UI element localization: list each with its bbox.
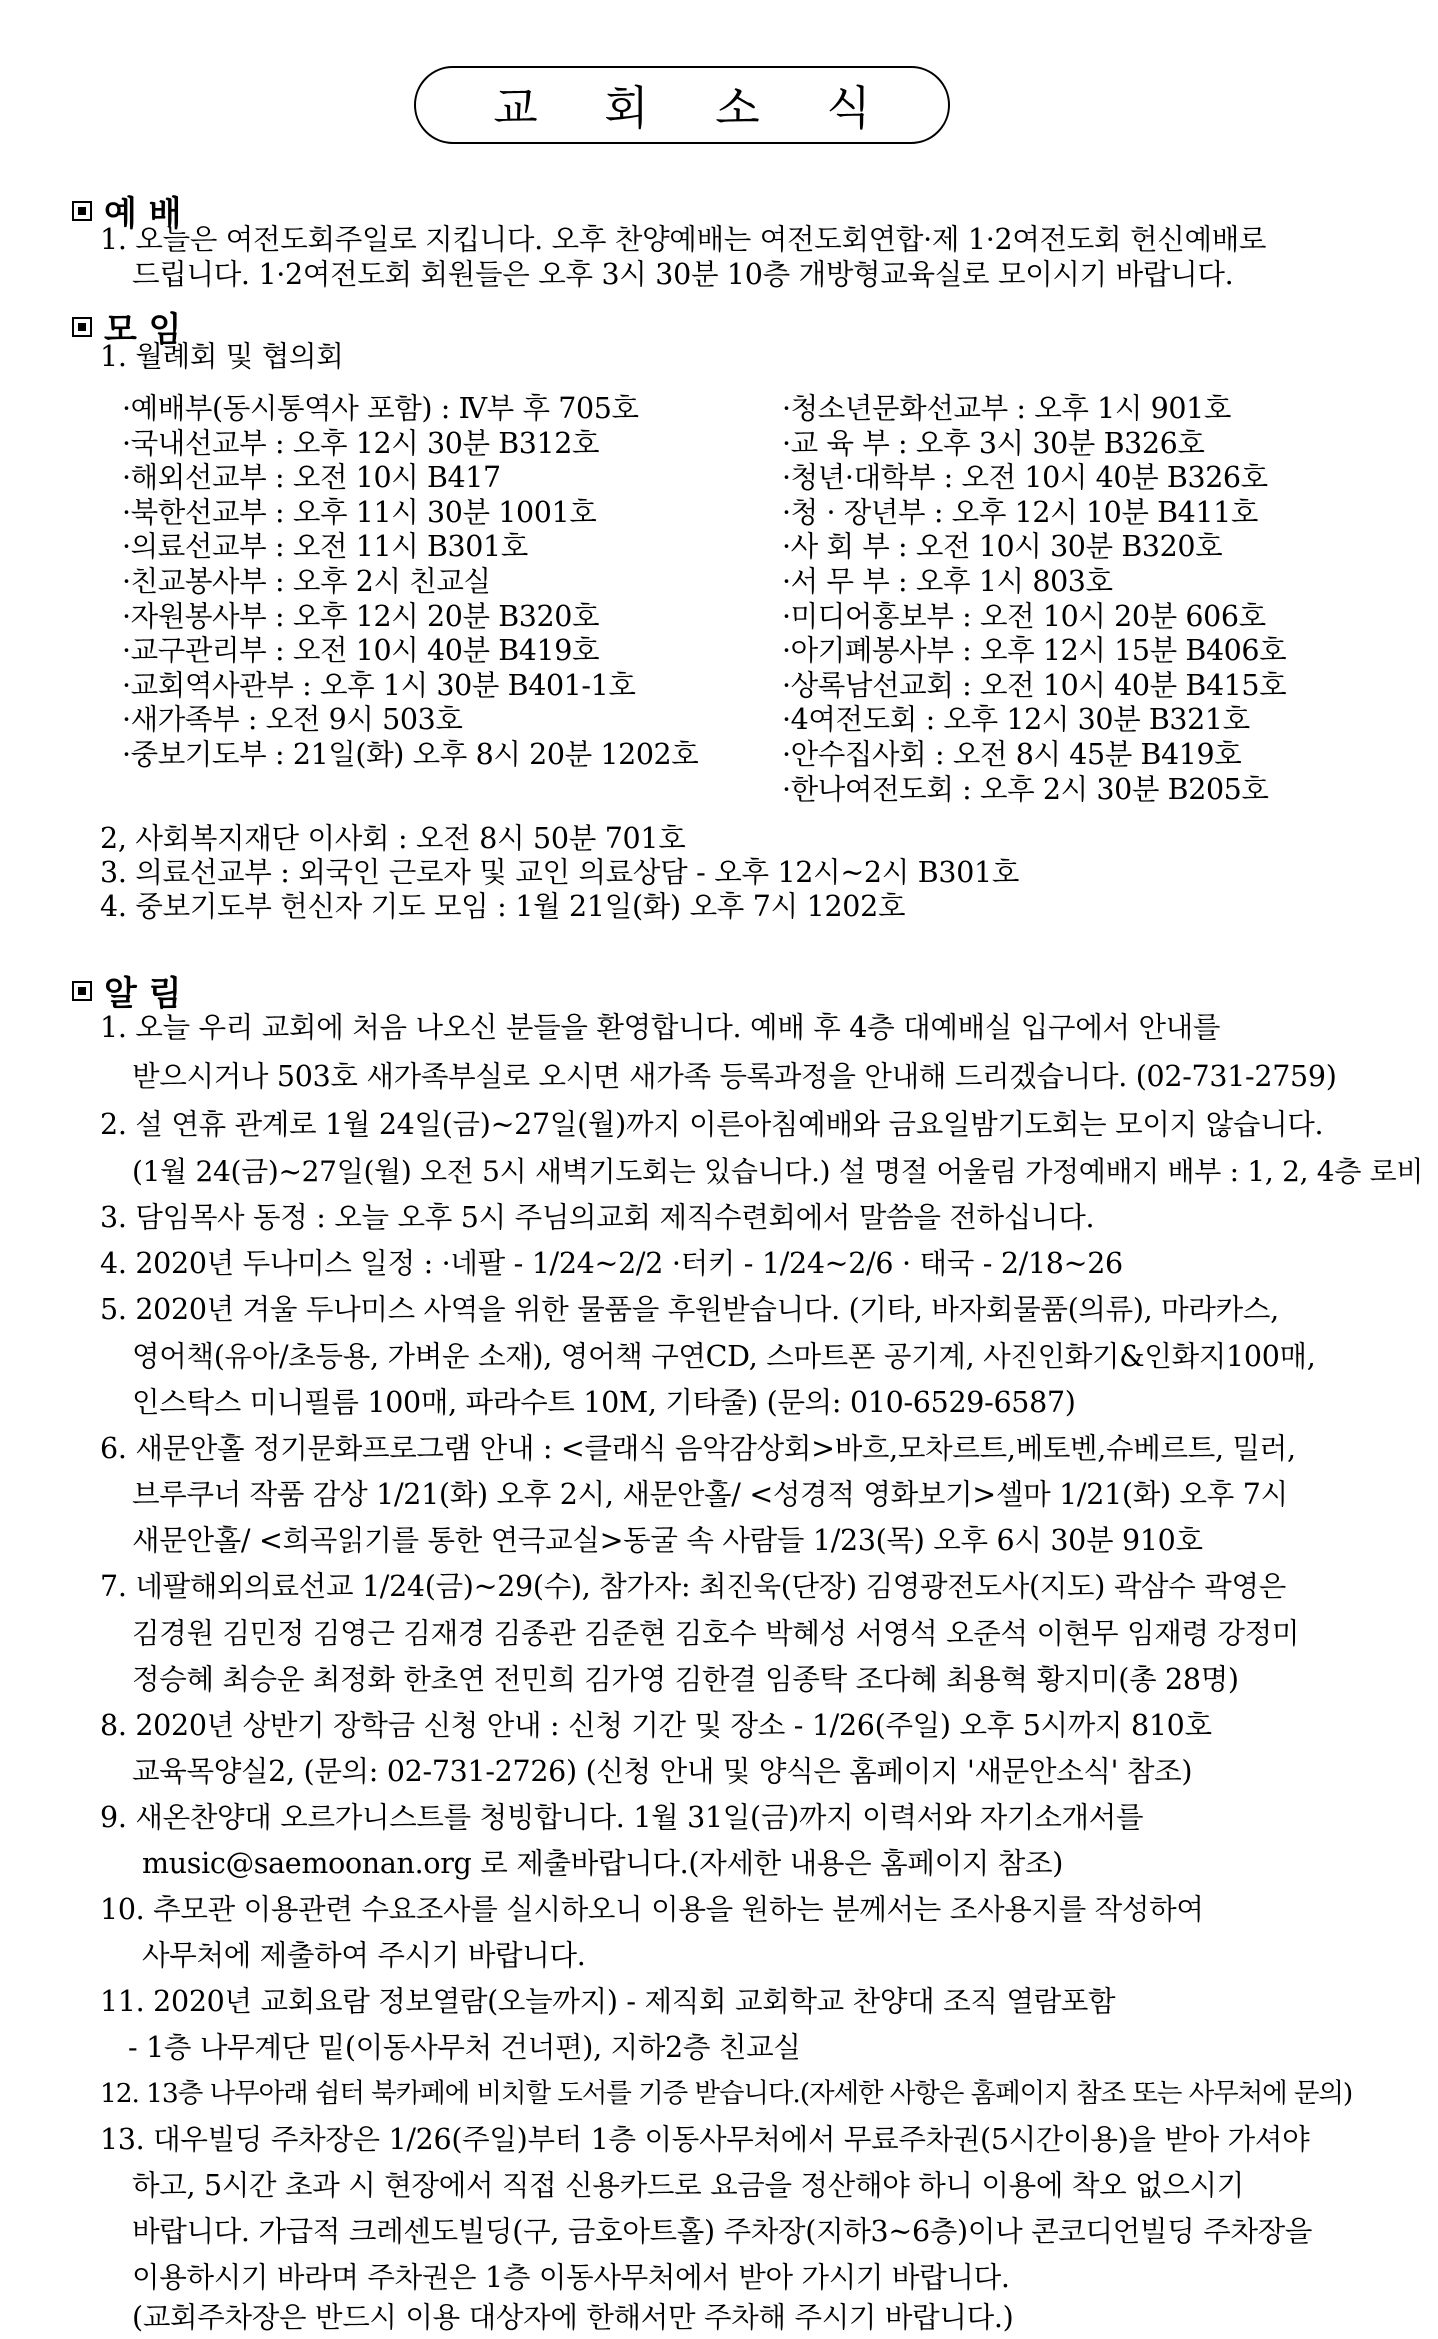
notice-line: 사무처에 제출하여 주시기 바랍니다.: [142, 1939, 586, 1972]
list-item: ·청 · 장년부 : 오후 12시 10분 B411호: [782, 495, 1258, 529]
meetings-line: 2, 사회복지재단 이사회 : 오전 8시 50분 701호: [100, 822, 686, 855]
notice-line: 받으시거나 503호 새가족부실로 오시면 새가족 등록과정을 안내해 드리겠습니다. (02-731-2759): [132, 1060, 1337, 1093]
list-item: ·아기폐봉사부 : 오후 12시 15분 B406호: [782, 634, 1287, 668]
notice-line: 하고, 5시간 초과 시 현장에서 직접 신용카드로 요금을 정산해야 하니 이용에 착오 없으시기: [132, 2169, 1245, 2202]
list-item: ·교구관리부 : 오전 10시 40분 B419호: [122, 634, 600, 668]
notice-line: (교회주차장은 반드시 이용 대상자에 한해서만 주차해 주시기 바랍니다.): [132, 2301, 1014, 2334]
notice-line: - 1층 나무계단 밑(이동사무처 건너편), 지하2층 친교실: [128, 2031, 801, 2064]
list-item: ·한나여전도회 : 오후 2시 30분 B205호: [782, 772, 1269, 806]
meetings-left-column: [122, 392, 698, 773]
notice-line: 교육목양실2, (문의: 02-731-2726) (신청 안내 및 양식은 홈페이지 '새문안소식' 참조): [132, 1755, 1193, 1788]
section-heading-label: 예 배: [104, 194, 182, 234]
notice-line: 11. 2020년 교회요람 정보열람(오늘까지) - 제직회 교회학교 찬양대 조직 열람포함: [100, 1985, 1116, 2018]
list-item: ·사 회 부 : 오전 10시 30분 B320호: [782, 530, 1223, 564]
notice-line: 영어책(유아/초등용, 가벼운 소재), 영어책 구연CD, 스마트폰 공기계, 사진인화기&인화지100매,: [132, 1340, 1316, 1373]
list-item: ·새가족부 : 오전 9시 503호: [122, 703, 463, 737]
meetings-line: 3. 의료선교부 : 외국인 근로자 및 교인 의료상담 - 오후 12시~2시 B301호: [100, 856, 1020, 889]
list-item: ·교 육 부 : 오후 3시 30분 B326호: [782, 426, 1205, 460]
notice-line: 이용하시기 바라며 주차권은 1층 이동사무처에서 받아 가시기 바랍니다.: [132, 2261, 1010, 2294]
notice-line: 브루쿠너 작품 감상 1/21(화) 오후 2시, 새문안홀/ <성경적 영화보기>셀마 1/21(화) 오후 7시: [132, 1478, 1288, 1511]
list-item: ·친교봉사부 : 오후 2시 친교실: [122, 564, 491, 598]
notice-line: 10. 추모관 이용관련 수요조사를 실시하오니 이용을 원하는 분께서는 조사용지를 작성하여: [100, 1893, 1204, 1926]
list-item: ·청년·대학부 : 오전 10시 40분 B326호: [782, 461, 1268, 495]
notice-line: 8. 2020년 상반기 장학금 신청 안내 : 신청 기간 및 장소 - 1/26(주일) 오후 5시까지 810호: [100, 1709, 1212, 1742]
section-heading-label: 모 임: [104, 310, 182, 350]
list-item: ·국내선교부 : 오후 12시 30분 B312호: [122, 426, 600, 460]
section-heading-label: 알 림: [104, 974, 182, 1014]
notice-line: 7. 네팔해외의료선교 1/24(금)~29(수), 참가자: 최진욱(단장) 김영광전도사(지도) 곽삼수 곽영은: [100, 1570, 1286, 1603]
square-bullet-icon: [72, 981, 92, 1001]
notice-line: 13. 대우빌딩 주차장은 1/26(주일)부터 1층 이동사무처에서 무료주차권(5시간이용)을 받아 가셔야: [100, 2123, 1310, 2156]
meetings-right-column: [782, 392, 1286, 807]
notice-line: 6. 새문안홀 정기문화프로그램 안내 : <클래식 음악감상회>바흐,모차르트,베토벤,슈베르트, 밀러,: [100, 1432, 1296, 1465]
list-item: ·청소년문화선교부 : 오후 1시 901호: [782, 392, 1232, 425]
notice-line: 바랍니다. 가급적 크레센도빌딩(구, 금호아트홀) 주차장(지하3~6층)이나 콘코디언빌딩 주차장을: [132, 2215, 1313, 2248]
square-bullet-icon: [72, 317, 92, 337]
notice-line: 김경원 김민정 김영근 김재경 김종관 김준현 김호수 박혜성 서영석 오준석 이현무 임재령 강정미: [132, 1617, 1300, 1650]
list-item: ·의료선교부 : 오전 11시 B301호: [122, 530, 528, 564]
section-heading-notices: [72, 966, 182, 1015]
list-item: ·예배부(동시통역사 포함) : Ⅳ부 후 705호: [122, 392, 639, 425]
meetings-line: 4. 중보기도부 헌신자 기도 모임 : 1월 21일(화) 오후 7시 1202호: [100, 890, 906, 923]
list-item: ·상록남선교회 : 오전 10시 40분 B415호: [782, 668, 1287, 702]
meetings-item-heading: 1. 월례회 및 협의회: [100, 340, 344, 373]
list-item: ·안수집사회 : 오전 8시 45분 B419호: [782, 737, 1242, 771]
list-item: ·미디어홍보부 : 오전 10시 20분 606호: [782, 599, 1266, 633]
list-item: ·자원봉사부 : 오후 12시 20분 B320호: [122, 599, 600, 633]
notice-line: music@saemoonan.org 로 제출바랍니다.(자세한 내용은 홈페이지 참조): [142, 1847, 1064, 1880]
worship-line: 드립니다. 1·2여전도회 회원들은 오후 3시 30분 10층 개방형교육실로 모이시기 바랍니다.: [132, 258, 1234, 291]
square-bullet-icon: [72, 201, 92, 221]
notice-line: 정승혜 최승운 최정화 한초연 전민희 김가영 김한결 임종탁 조다혜 최용혁 황지미(총 28명): [132, 1663, 1239, 1696]
notice-line: 2. 설 연휴 관계로 1월 24일(금)~27일(월)까지 이른아침예배와 금요일밤기도회는 모이지 않습니다.: [100, 1108, 1324, 1141]
list-item: ·4여전도회 : 오후 12시 30분 B321호: [782, 703, 1250, 737]
list-item: ·중보기도부 : 21일(화) 오후 8시 20분 1202호: [122, 737, 699, 771]
worship-line: 1. 오늘은 여전도회주일로 지킵니다. 오후 찬양예배는 여전도회연합·제 1·2여전도회 헌신예배로: [100, 223, 1267, 256]
list-item: ·북한선교부 : 오후 11시 30분 1001호: [122, 495, 597, 529]
notice-line: (1월 24(금)~27일(월) 오전 5시 새벽기도회는 있습니다.) 설 명절 어울림 가정예배지 배부 : 1, 2, 4층 로비: [132, 1155, 1424, 1188]
list-item: ·교회역사관부 : 오후 1시 30분 B401-1호: [122, 668, 636, 702]
notice-line: 5. 2020년 겨울 두나미스 사역을 위한 물품을 후원받습니다. (기타, 바자회물품(의류), 마라카스,: [100, 1293, 1279, 1326]
notice-line: 새문안홀/ <희곡읽기를 통한 연극교실>동굴 속 사람들 1/23(목) 오후 6시 30분 910호: [132, 1524, 1203, 1557]
list-item: ·서 무 부 : 오후 1시 803호: [782, 564, 1113, 598]
notice-line: 9. 새온찬양대 오르가니스트를 청빙합니다. 1월 31일(금)까지 이력서와 자기소개서를: [100, 1801, 1144, 1834]
list-item: ·해외선교부 : 오전 10시 B417: [122, 461, 501, 495]
notice-line: 1. 오늘 우리 교회에 처음 나오신 분들을 환영합니다. 예배 후 4층 대예배실 입구에서 안내를: [100, 1011, 1221, 1044]
notice-line: 3. 담임목사 동정 : 오늘 오후 5시 주님의교회 제직수련회에서 말씀을 전하십니다.: [100, 1201, 1095, 1234]
notice-line: 12. 13층 나무아래 쉼터 북카페에 비치할 도서를 기증 받습니다.(자세한 사항은 홈페이지 참조 또는 사무처에 문의): [100, 2078, 1353, 2109]
page-title: 교 회 소 식: [414, 66, 950, 144]
notice-line: 4. 2020년 두나미스 일정 : ·네팔 - 1/24~2/2 ·터키 - 1/24~2/6 · 태국 - 2/18~26: [100, 1247, 1123, 1280]
notice-line: 인스탁스 미니필름 100매, 파라수트 10M, 기타줄) (문의: 010-6529-6587): [132, 1386, 1076, 1419]
